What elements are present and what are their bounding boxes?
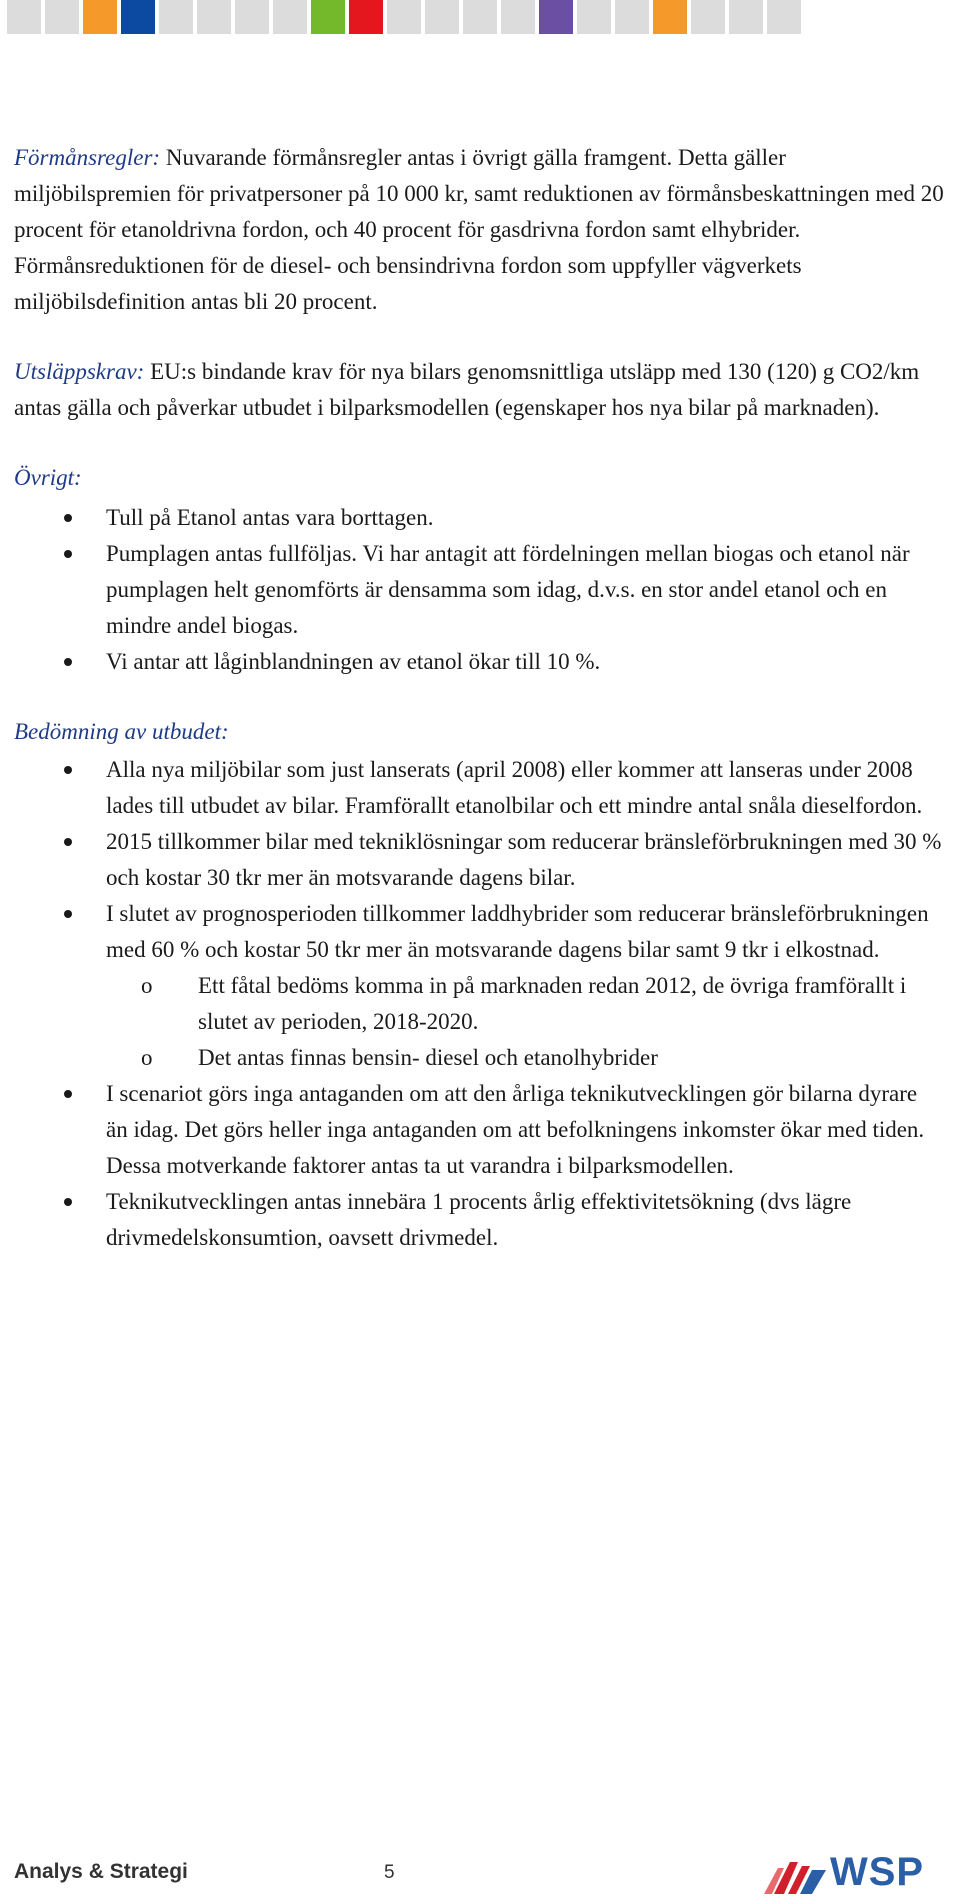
sub-bullet-marker: o — [141, 1045, 153, 1070]
page-footer — [14, 1852, 944, 1892]
list-item-text: Alla nya miljöbilar som just lanserats (april 2008) eller kommer att lanseras under 2008 lades till utbudet av bilar. Framförallt etanolbilar och ett mindre antal snåla dieselfordon. — [106, 757, 923, 818]
ovrigt-list — [14, 500, 944, 680]
top-color-strip — [0, 0, 960, 36]
list-item — [14, 752, 944, 824]
bullet-icon — [64, 838, 72, 846]
list-item — [14, 500, 944, 536]
footer-title: Analys & Strategi — [14, 1860, 188, 1883]
bullet-icon — [64, 514, 72, 522]
bullet-icon — [64, 550, 72, 558]
list-item — [14, 536, 944, 644]
formansregler-paragraph — [14, 140, 944, 320]
list-item-text: Tull på Etanol antas vara borttagen. — [106, 505, 434, 530]
color-square — [197, 0, 231, 34]
color-square — [121, 0, 155, 34]
utslappskrav-lead: Utsläppskrav: — [14, 359, 145, 384]
color-square — [387, 0, 421, 34]
bedomning-list — [14, 752, 944, 1256]
formansregler-lead: Förmånsregler: — [14, 145, 161, 170]
bedomning-sublist — [106, 968, 944, 1076]
list-item-text: Vi antar att låginblandningen av etanol ökar till 10 %. — [106, 649, 601, 674]
color-square — [7, 0, 41, 34]
color-square — [463, 0, 497, 34]
color-square — [615, 0, 649, 34]
list-item — [14, 1076, 944, 1184]
color-square — [311, 0, 345, 34]
wsp-logo-mark-icon — [760, 1844, 830, 1900]
list-item-text: I scenariot görs inga antaganden om att den årliga teknikutvecklingen gör bilarna dyrare än idag. Det görs heller inga antaganden om att befolkningens inkomster ökar med tiden. Dessa motverkande faktorer antas ta ut varandra i bilparksmodellen. — [106, 1081, 925, 1178]
bullet-icon — [64, 658, 72, 666]
color-square — [159, 0, 193, 34]
color-square — [501, 0, 535, 34]
color-square — [729, 0, 763, 34]
color-square — [235, 0, 269, 34]
bullet-icon — [64, 1198, 72, 1206]
color-square — [691, 0, 725, 34]
bullet-icon — [64, 766, 72, 774]
list-item-text: Pumplagen antas fullföljas. Vi har antagit att fördelningen mellan biogas och etanol när pumplagen helt genomförts är densamma som idag, d.v.s. en stor andel etanol och en mindre andel biogas. — [106, 541, 910, 638]
list-item — [14, 824, 944, 896]
ovrigt-heading: Övrigt: — [14, 465, 82, 490]
bullet-icon — [64, 1090, 72, 1098]
list-item-text: I slutet av prognosperioden tillkommer laddhybrider som reducerar bränsleförbrukningen med 60 % och kostar 50 tkr mer än motsvarande dagens bilar samt 9 tkr i elkostnad. — [106, 901, 929, 962]
bedomning-heading: Bedömning av utbudet: — [14, 719, 229, 744]
utslappskrav-paragraph — [14, 354, 944, 426]
list-item — [14, 1184, 944, 1256]
list-item-text: 2015 tillkommer bilar med tekniklösningar som reducerar bränsleförbrukningen med 30 % och kostar 30 tkr mer än motsvarande dagens bilar. — [106, 829, 942, 890]
sub-list-item-text: Det antas finnas bensin- diesel och etanolhybrider — [198, 1045, 658, 1070]
color-square — [425, 0, 459, 34]
list-item-text: Teknikutvecklingen antas innebära 1 procents årlig effektivitetsökning (dvs lägre drivmedelskonsumtion, oavsett drivmedel. — [106, 1189, 852, 1250]
list-item — [14, 896, 944, 1076]
color-square — [45, 0, 79, 34]
sub-list-item-text: Ett fåtal bedöms komma in på marknaden redan 2012, de övriga framförallt i slutet av perioden, 2018-2020. — [198, 973, 907, 1034]
list-item — [14, 644, 944, 680]
utslappskrav-text: EU:s bindande krav för nya bilars genomsnittliga utsläpp med 130 (120) g CO2/km antas gälla och påverkar utbudet i bilparksmodellen (egenskaper hos nya bilar på marknaden). — [14, 359, 920, 420]
color-square — [349, 0, 383, 34]
wsp-logo — [760, 1844, 940, 1900]
color-square — [577, 0, 611, 34]
bullet-icon — [64, 910, 72, 918]
document-body — [14, 140, 944, 1290]
color-square — [539, 0, 573, 34]
sub-bullet-marker: o — [141, 973, 153, 998]
color-square — [767, 0, 801, 34]
sub-list-item — [106, 1040, 944, 1076]
page-number: 5 — [384, 1862, 395, 1883]
color-square — [83, 0, 117, 34]
logo-wordmark: WSP — [830, 1850, 925, 1894]
color-square — [273, 0, 307, 34]
color-square — [653, 0, 687, 34]
formansregler-text: Nuvarande förmånsregler antas i övrigt gälla framgent. Detta gäller miljöbilspremien för privatpersoner på 10 000 kr, samt reduktionen av förmånsbeskattningen med 20 procent för etanoldrivna fordon, och 40 procent för gasdrivna fordon samt elhybrider. Förmånsreduktionen för de diesel- och bensindrivna fordon som uppfyller vägverkets miljöbilsdefinition antas bli 20 procent. — [14, 145, 944, 314]
sub-list-item — [106, 968, 944, 1040]
